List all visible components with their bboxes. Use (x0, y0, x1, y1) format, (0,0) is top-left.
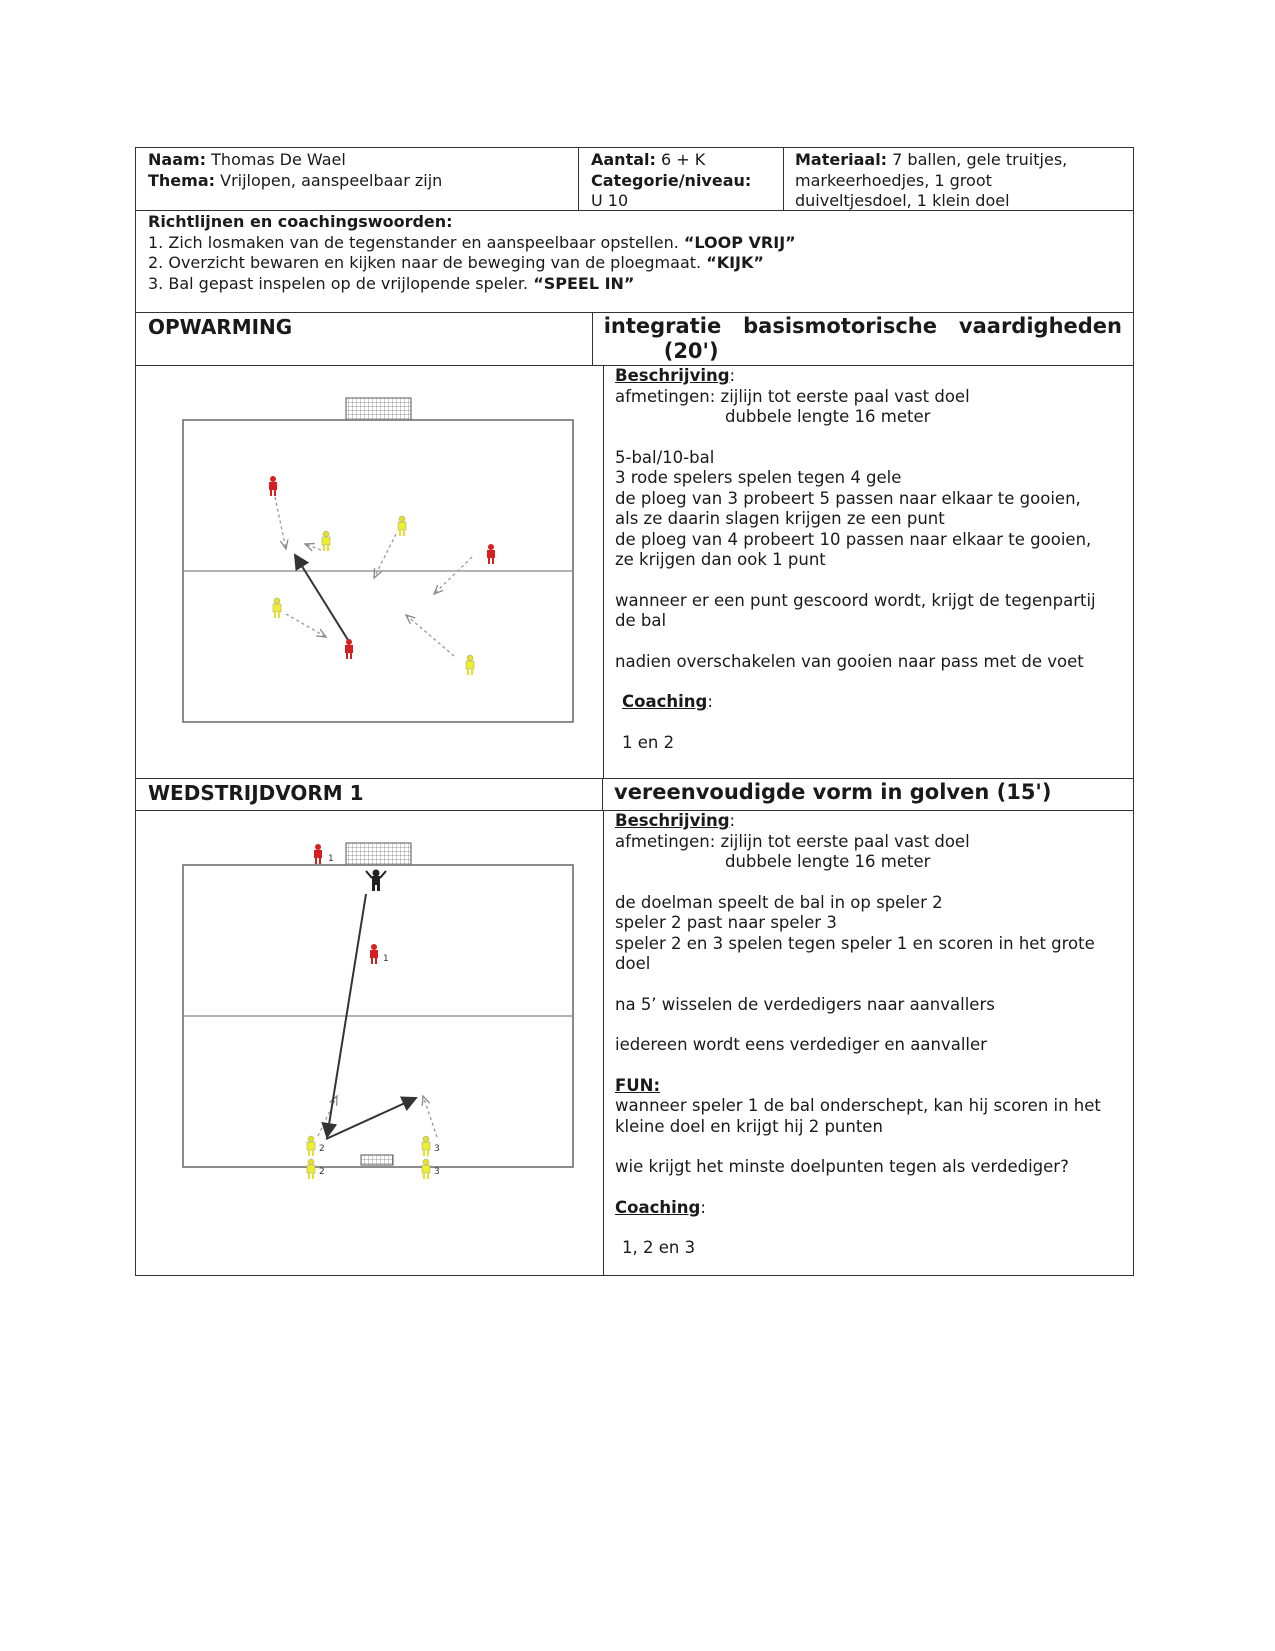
coaching-value: 1 en 2 (622, 732, 675, 752)
coaching-value: 1, 2 en 3 (622, 1238, 696, 1257)
yellow-player-icon (307, 1159, 315, 1179)
header-row (135, 147, 1134, 211)
goal-large (346, 843, 411, 865)
description-label: Beschrijving (615, 811, 730, 830)
guidelines-block (135, 211, 1134, 313)
player-label: 3 (434, 1167, 440, 1177)
fun-label: FUN: (615, 1075, 661, 1095)
player-label: 2 (319, 1144, 325, 1154)
section2-title: WEDSTRIJDVORM 1 (136, 779, 603, 810)
name-label: Naam: (148, 150, 207, 169)
coaching-label: Coaching (615, 1197, 701, 1217)
section1-description: Beschrijving: afmetingen: zijlijn tot eerste paal vast doel dubbele lengte 16 meter 5-bal/10-bal 3 rode spelers spelen tegen 4 gele de ploeg van 3 probeert 5 passen naar elkaar te gooien, als ze daarin slagen krijgen ze een punt de ploeg van 4 probeert 10 passen naar elkaar te gooien, ze krijgen dan ook 1 punt wanneer er een punt gescoord wordt, krijgt de tegenpartij de bal nadien overschakelen van gooien naar pass met de voet Coaching: 1 en 2 (604, 366, 1133, 778)
goal-small (361, 1155, 393, 1165)
goal-large (346, 398, 411, 420)
player-label: 2 (319, 1167, 325, 1177)
name-value: Thomas De Wael (206, 150, 346, 169)
category-label: Categorie/niveau: (591, 170, 752, 190)
header-count-cell (579, 148, 784, 210)
header-material-cell (784, 148, 1133, 210)
category-value: U 10 (591, 191, 629, 210)
yellow-player-icon (422, 1159, 430, 1179)
warmup-diagram (136, 366, 603, 778)
section1-subtitle: integratie basismotorische vaardigheden (20') (603, 314, 1122, 363)
player-label: 3 (434, 1144, 440, 1154)
section2-diagram-cell (136, 811, 604, 1275)
section1-diagram-cell (136, 366, 604, 778)
count-value: 6 + K (655, 150, 706, 169)
material-line-1: 7 ballen, gele truitjes, (887, 150, 1068, 169)
guideline-item: 1. Zich losmaken van de tegenstander en aanspeelbaar opstellen. “LOOP VRIJ” (148, 232, 796, 252)
game-diagram (136, 811, 603, 1275)
header-name-cell (136, 148, 579, 210)
section2-body (135, 811, 1134, 1276)
section1-title: OPWARMING (136, 313, 593, 365)
theme-value: Vrijlopen, aanspeelbaar zijn (215, 170, 443, 190)
section1-body (135, 366, 1134, 779)
guideline-item: 3. Bal gepast inspelen op de vrijlopende speler. “SPEEL IN” (148, 273, 635, 293)
guidelines-title: Richtlijnen en coachingswoorden: (148, 212, 453, 231)
player-label: 1 (383, 954, 389, 964)
session-sheet (135, 147, 1134, 1276)
material-line-3: duiveltjesdoel, 1 klein doel (795, 191, 1010, 210)
guideline-item: 2. Overzicht bewaren en kijken naar de beweging van de ploegmaat. “KIJK” (148, 253, 764, 272)
player-label: 1 (328, 854, 334, 864)
theme-label: Thema: (148, 170, 216, 190)
section2-header (135, 779, 1134, 811)
count-label: Aantal: (591, 150, 656, 169)
section1-header (135, 313, 1134, 366)
section2-subtitle: vereenvoudigde vorm in golven (15') (614, 780, 1052, 804)
red-player-icon (314, 844, 322, 864)
section2-description: Beschrijving: afmetingen: zijlijn tot eerste paal vast doel dubbele lengte 16 meter de doelman speelt de bal in op speler 2 speler 2 past naar speler 3 speler 2 en 3 spelen tegen speler 1 en scoren in het grote doel na 5’ wisselen de verdedigers naar aanvallers iedereen wordt eens verdediger en aanvaller FUN: wanneer speler 1 de bal onderschept, kan hij scoren in het kleine doel en krijgt hij 2 punten wie krijgt het minste doelpunten tegen als verdediger? Coaching: 1, 2 en 3 (604, 811, 1133, 1275)
material-line-2: markeerhoedjes, 1 groot (795, 170, 992, 190)
description-label: Beschrijving (615, 366, 730, 385)
coaching-label: Coaching (622, 692, 708, 711)
material-label: Materiaal: (795, 150, 888, 169)
